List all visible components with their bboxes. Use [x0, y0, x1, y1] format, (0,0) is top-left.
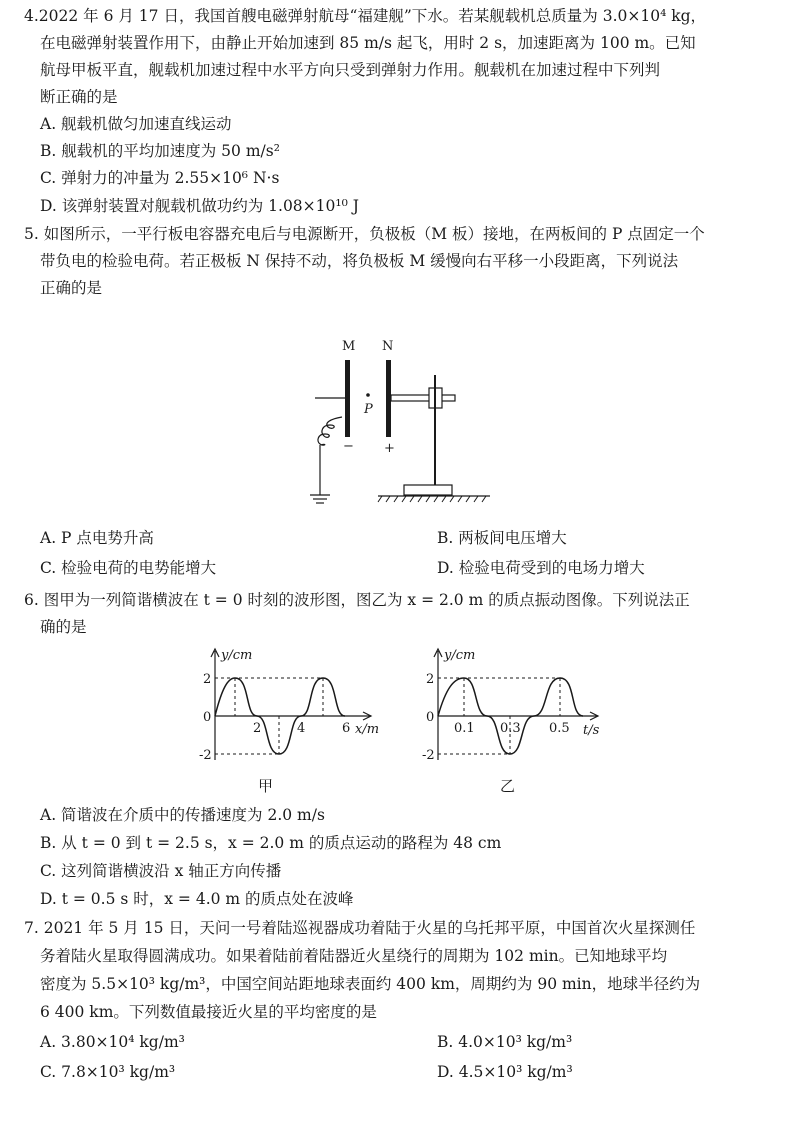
- y-tick-2: 2: [203, 672, 212, 687]
- wave-graph-jia: [195, 645, 380, 767]
- q7-option-a: A. 3.80×10⁴ kg/m³: [40, 1033, 185, 1051]
- x-tick-2: 2: [253, 721, 262, 736]
- capacitor-figure: [290, 335, 500, 525]
- y-tick-0: 0: [426, 710, 435, 725]
- q7-line-3: 密度为 5.5×10³ kg/m³，中国空间站距地球表面约 400 km，周期约为 90 min，地球半径约为: [40, 975, 701, 993]
- q5-line-1: 5. 如图所示，一平行板电容器充电后与电源断开，负极板（M 板）接地，在两板间的 P 点固定一个: [24, 225, 705, 243]
- q4-option-b: B. 舰载机的平均加速度为 50 m/s²: [40, 142, 280, 160]
- spring-coil: [318, 417, 342, 445]
- q6-option-d: D. t = 0.5 s 时，x = 4.0 m 的质点处在波峰: [40, 890, 354, 908]
- q7-option-c: C. 7.8×10³ kg/m³: [40, 1063, 176, 1081]
- q6-option-c: C. 这列简谐横波沿 x 轴正方向传播: [40, 862, 282, 880]
- x-tick-6: 6: [342, 721, 351, 736]
- q7-line-4: 6 400 km。下列数值最接近火星的平均密度的是: [40, 1003, 377, 1021]
- y-tick-neg2: -2: [422, 748, 435, 763]
- q4-line-3: 航母甲板平直，舰载机加速过程中水平方向只受到弹射力作用。舰载机在加速过程中下列判: [40, 61, 661, 79]
- x-tick-4: 4: [297, 721, 306, 736]
- q7-option-d: D. 4.5×10³ kg/m³: [437, 1063, 573, 1081]
- q6-line-1: 6. 图甲为一列简谐横波在 t = 0 时刻的波形图，图乙为 x = 2.0 m 的质点振动图像。下列说法正: [24, 591, 690, 609]
- caption-jia: 甲: [258, 777, 274, 795]
- q5-line-3: 正确的是: [40, 279, 103, 297]
- t-tick-05: 0.5: [549, 721, 570, 736]
- q5-option-b: B. 两板间电压增大: [437, 529, 567, 547]
- q6-line-2: 确的是: [40, 618, 87, 636]
- q4-option-a: A. 舰载机做匀加速直线运动: [40, 115, 232, 133]
- table-hatching: [378, 496, 486, 502]
- q5-line-2: 带负电的检验电荷。若正极板 N 保持不动，将负极板 M 缓慢向右平移一小段距离，下列说法: [40, 252, 679, 270]
- q6-option-a: A. 简谐波在介质中的传播速度为 2.0 m/s: [40, 806, 325, 824]
- y-label: y/cm: [444, 648, 476, 663]
- y-tick-0: 0: [203, 710, 212, 725]
- q6-option-b: B. 从 t = 0 到 t = 2.5 s，x = 2.0 m 的质点运动的路程为 48 cm: [40, 834, 502, 852]
- plate-n: [386, 360, 391, 437]
- q7-line-2: 务着陆火星取得圆满成功。如果着陆前着陆器近火星绕行的周期为 102 min。已知地球平均: [40, 947, 668, 965]
- wave-graph-yi: [418, 645, 608, 767]
- q4-line-1: 4.2022 年 6 月 17 日，我国首艘电磁弹射航母“福建舰”下水。若某舰载机总质量为 3.0×10⁴ kg，: [24, 7, 707, 25]
- y-label: y/cm: [221, 648, 253, 663]
- label-n: N: [382, 339, 394, 354]
- label-m: M: [342, 339, 356, 354]
- caption-yi: 乙: [500, 777, 516, 795]
- t-tick-03: 0.3: [500, 721, 521, 736]
- q4-line-2: 在电磁弹射装置作用下，由静止开始加速到 85 m/s 起飞，用时 2 s，加速距离为 100 m。已知: [40, 34, 696, 52]
- q4-option-c: C. 弹射力的冲量为 2.55×10⁶ N·s: [40, 169, 280, 187]
- t-tick-01: 0.1: [454, 721, 475, 736]
- plus-sign: +: [384, 441, 395, 456]
- q7-option-b: B. 4.0×10³ kg/m³: [437, 1033, 573, 1051]
- minus-sign: −: [343, 439, 354, 454]
- q5-option-d: D. 检验电荷受到的电场力增大: [437, 559, 645, 577]
- q7-line-1: 7. 2021 年 5 月 15 日，天问一号着陆巡视器成功着陆于火星的乌托邦平原，中国首次火星探测任: [24, 919, 696, 937]
- x-label: x/m: [355, 722, 380, 737]
- plate-m: [345, 360, 350, 437]
- y-tick-neg2: -2: [199, 748, 212, 763]
- y-tick-2: 2: [426, 672, 435, 687]
- support-arm: [391, 395, 455, 401]
- q4-option-d: D. 该弹射装置对舰载机做功约为 1.08×10¹⁰ J: [40, 197, 359, 215]
- point-p: [366, 393, 370, 397]
- t-label: t/s: [583, 723, 600, 738]
- q5-option-a: A. P 点电势升高: [40, 529, 154, 547]
- q5-option-c: C. 检验电荷的电势能增大: [40, 559, 217, 577]
- label-p: P: [364, 402, 373, 417]
- q4-line-4: 断正确的是: [40, 88, 118, 106]
- stand-base: [404, 485, 452, 495]
